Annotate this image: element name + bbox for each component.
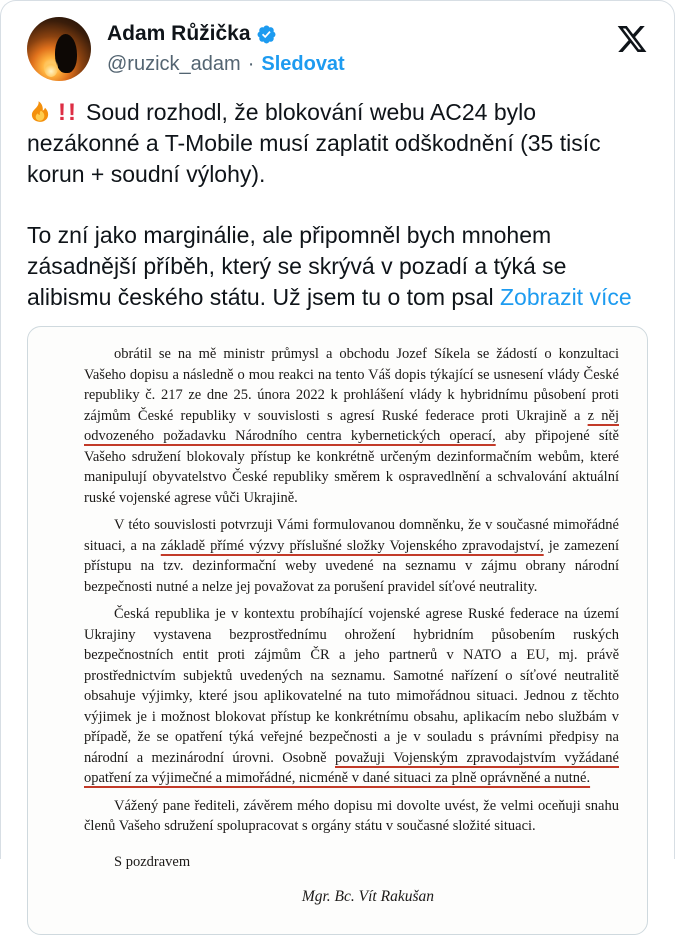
display-name[interactable]: Adam Růžička [107, 22, 251, 45]
letter-image-attachment[interactable] [27, 326, 648, 935]
x-logo-icon[interactable] [616, 17, 648, 60]
letter-p3-underlined-text: považuji Vojenským zpravodajstvím vyžádané opatření za výjimečné a mimořádné, nicméně v dané situaci za plně oprávněné a nutné. [84, 749, 619, 786]
verified-badge-icon [256, 24, 277, 45]
tweet-text [27, 97, 648, 313]
show-more-link[interactable]: Zobrazit více [499, 284, 632, 310]
tweet-paragraph-2 [27, 220, 648, 313]
tweet-header [27, 17, 648, 81]
tweet-text-1: Soud rozhodl, že blokování webu AC24 bylo nezákonné a T-Mobile musí zaplatit odškodnění (35 tisíc korun + soudní výlohy). [27, 99, 601, 187]
letter-p1-text-cont: aby připojené sítě Vašeho sdružení blokovaly přístup ke konkrétně určeným dezinformačním webům, které manipulují obyvatelstvo České republiky směrem k ospravedlnění a schvalování aktuální ruské vojenské agrese vůči Ukrajině. [84, 428, 619, 506]
double-exclamation-icon: !! [58, 99, 78, 126]
letter-paragraph-2 [84, 515, 619, 597]
tweet-paragraph-1 [27, 97, 648, 190]
scanned-letter [28, 327, 647, 934]
tweet-text-2: To zní jako marginálie, ale připomněl bych mnohem zásadnější příběh, který se skrývá v pozadí a týká se alibismu českého státu. Už jsem tu o tom psal [27, 222, 567, 310]
letter-p2-text-cont: je zamezení přístupu na tzv. dezinformační weby uvedené na seznamu v zájmu obrany národní bezpečnosti nutné a nelze jej považovat za porušení pravidel síťové neutrality. [84, 537, 620, 595]
letter-closing: S pozdravem [114, 853, 191, 870]
letter-p2-text: V této souvislosti potvrzuji Vámi formulovanou domněnku, že v současné mimořádné situaci, a na [84, 517, 619, 554]
letter-paragraph-1 [84, 344, 619, 508]
avatar[interactable] [27, 17, 91, 81]
letter-signature: Mgr. Bc. Vít Rakušan [301, 888, 434, 905]
user-handle[interactable]: @ruzick_adam [107, 53, 241, 75]
handle-separator: · [247, 53, 255, 75]
letter-p1-text: obrátil se na mě ministr průmysl a obchodu Jozef Síkela se žádostí o konzultaci Vašeho dopisu a následně o mou reakci na tento Váš dopis týkající se usnesení vlády České republiky č. 217 ze dne 25. února 2022 k prohlášení vlády k hybridnímu působení proti zájmům České republiky v souvislosti s agresí Ruské federace proti Ukrajině a [84, 346, 619, 424]
letter-p2-underlined-text: základě přímé výzvy příslušné složky Vojenského zpravodajství, [160, 537, 544, 554]
fire-emoji-icon [27, 98, 53, 124]
follow-button[interactable]: Sledovat [261, 53, 345, 75]
letter-paragraph-4: Vážený pane řediteli, závěrem mého dopisu mi dovolte uvést, že velmi oceňuji snahu členů Vašeho sdružení spolupracovat s orgány státu v současné složité situaci. [84, 797, 619, 834]
letter-p3-text: Česká republika je v kontextu probíhající vojenské agrese Ruské federace na území Ukrajiny vystavena bezprostřednímu ohrožení hybridním působením ruských bezpečnostních entit proti zájmům ČR a jeho partnerů v NATO a EU, mj. právě prostřednictvím subjektů uvedených na seznamu. Samotné nařízení o síťové neutralitě obsahuje výjimky, které jsou aplikovatelné na tuto mimořádnou situaci. Jednou z těchto výjimek je i možnost blokovat přístup ke konkrétnímu obsahu, aplikacím nebo službám v případě, že se opatření týká veřejné bezpečnosti a je v souladu s právními předpisy na národní a mezinárodní úrovni. Osobně [84, 606, 619, 766]
letter-paragraph-3 [84, 604, 619, 789]
user-names [107, 17, 345, 76]
letter-p1-underlined-text: z něj odvozeného požadavku Národního centra kybernetických operací, [84, 407, 619, 444]
